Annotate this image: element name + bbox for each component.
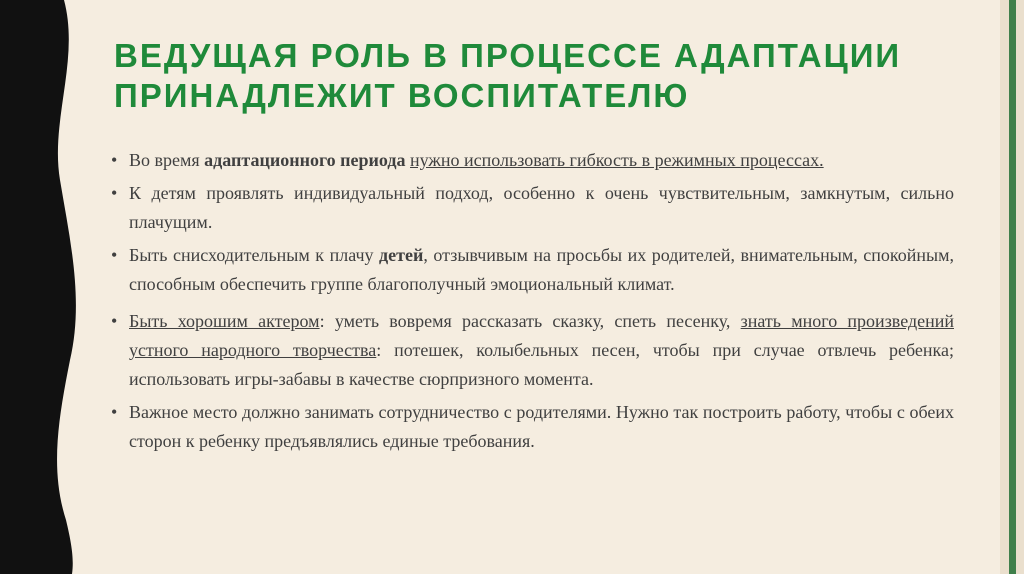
slide-title: ВЕДУЩАЯ РОЛЬ В ПРОЦЕССЕ АДАПТАЦИИ ПРИНАДЛЕЖИТ ВОСПИТАТЕЛЮ bbox=[114, 37, 902, 114]
wavy-band-shape bbox=[0, 0, 76, 574]
bullet-item bbox=[110, 179, 954, 237]
bullet-marker: • bbox=[111, 150, 118, 170]
emphasis-text: детей bbox=[379, 245, 424, 265]
bullet-marker: • bbox=[111, 183, 118, 203]
bullet-text: : уметь вовремя рассказать сказку, спеть песенку, bbox=[319, 311, 741, 331]
underlined-text: знать много произведений устного народного творчества bbox=[129, 311, 954, 360]
bullet-marker: • bbox=[111, 402, 118, 422]
underlined-text: Быть хорошим актером bbox=[129, 311, 320, 331]
bullet-text: К детям проявлять индивидуальный подход, особенно к очень чувствительным, замкнутым, сильно плачущим. bbox=[129, 183, 954, 232]
bullet-list bbox=[110, 146, 954, 464]
emphasis-text: адаптационного периода bbox=[204, 150, 406, 170]
bullet-text: Во время bbox=[129, 150, 205, 170]
bullet-text: , отзывчивым на просьбы их родителей, внимательным, спокойным, способным обеспечить группе благополучный эмоциональный климат. bbox=[129, 245, 954, 294]
right-accent-bar bbox=[1009, 0, 1016, 574]
bullet-marker: • bbox=[111, 311, 118, 331]
bullet-text: : потешек, колыбельных песен, чтобы при случае отвлечь ребенка; использовать игры-забавы в качестве сюрпризного момента. bbox=[129, 340, 954, 389]
bullet-item bbox=[110, 398, 954, 456]
bullet-item bbox=[110, 241, 954, 299]
bullet-text: Быть снисходительным к плачу bbox=[129, 245, 380, 265]
decorative-wavy-band bbox=[0, 0, 90, 574]
bullet-text: Важное место должно занимать сотрудничество с родителями. Нужно так построить работу, чтобы с обеих сторон к ребенку предъявлялись единые требования. bbox=[129, 402, 954, 451]
bullet-item bbox=[110, 307, 954, 394]
underlined-text: нужно использовать гибкость в режимных процессах. bbox=[410, 150, 824, 170]
bullet-item bbox=[110, 146, 954, 175]
bullet-marker: • bbox=[111, 245, 118, 265]
